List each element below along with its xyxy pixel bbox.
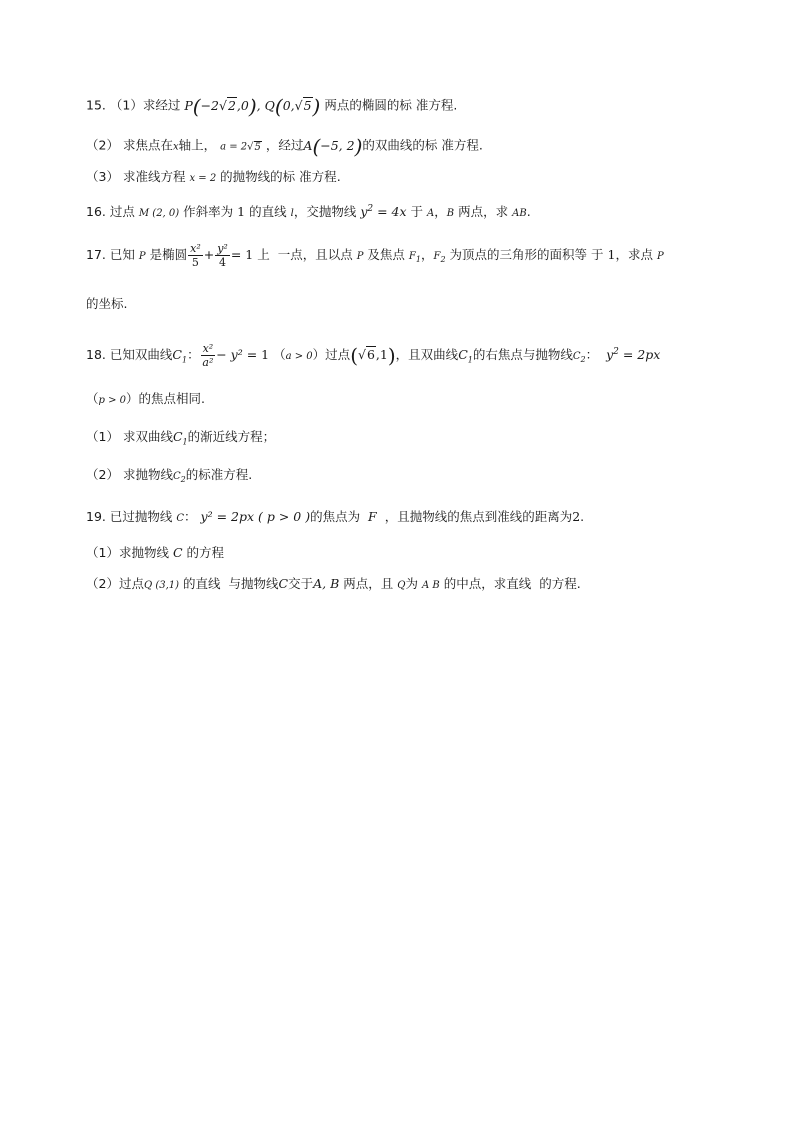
math-point-m: M (2, 0) bbox=[138, 208, 180, 220]
problem-19: 19. 已过抛物线 C： y² = 2px ( p > 0 )的焦点为 F ，且抛物线的焦点到准线的距离为2. bbox=[86, 509, 585, 524]
math-directrix: x = 2 bbox=[189, 173, 217, 184]
text: 的标准方程 bbox=[185, 467, 249, 482]
text: 求抛物线 bbox=[122, 467, 173, 482]
text: 的方程 bbox=[186, 545, 225, 560]
math-ab: AB bbox=[512, 208, 527, 220]
part-label: （2） bbox=[86, 467, 119, 482]
text: 作斜率为 bbox=[183, 204, 234, 220]
text: 的中点，求直线 bbox=[443, 576, 532, 591]
math-p: P bbox=[656, 251, 664, 262]
problem-18-part-1 bbox=[86, 431, 275, 447]
text: 已知双曲线 bbox=[109, 347, 173, 362]
text: ，求点 bbox=[615, 247, 653, 262]
problem-number: 19. bbox=[86, 509, 106, 524]
text: 的抛物线的标 bbox=[220, 169, 296, 184]
math-c1: $C_1$ bbox=[458, 347, 473, 365]
text: 轴上， bbox=[178, 137, 217, 153]
math-l: l bbox=[290, 208, 294, 220]
problem-number: 17. bbox=[86, 247, 106, 262]
text: 两点，求 bbox=[458, 204, 509, 220]
problem-15-part-1 bbox=[86, 96, 457, 116]
text: 及焦点 bbox=[367, 247, 405, 262]
fraction-y2-4: $\frac{\text{y²}}{4}$ bbox=[217, 242, 228, 269]
text: 求抛物线 bbox=[118, 545, 169, 560]
period: . bbox=[336, 169, 341, 184]
text: ，且双曲线 bbox=[395, 347, 459, 362]
fraction-x2-a2: $\frac{\text{x²}}{\text{a²}}$ bbox=[202, 342, 214, 369]
math-point-a: A(−5, 2) bbox=[303, 134, 363, 158]
problem-18-part-2 bbox=[86, 469, 252, 484]
text: 准方程 bbox=[441, 137, 479, 153]
math-f: F bbox=[368, 509, 377, 524]
text: ，经过 bbox=[265, 137, 304, 153]
text: 为顶点的三角形的面积等 bbox=[449, 247, 588, 262]
text: 求焦点在 bbox=[122, 137, 173, 153]
text: 的坐标 bbox=[86, 296, 124, 311]
text: 准方程 bbox=[415, 97, 454, 113]
text: 已过抛物线 bbox=[109, 509, 173, 524]
math-b: B bbox=[446, 208, 455, 220]
problem-19-part-1 bbox=[86, 547, 224, 560]
part-label: （2） bbox=[86, 137, 119, 153]
text: （ bbox=[86, 391, 99, 406]
text: 一点，且以点 bbox=[277, 247, 353, 262]
problem-number: 18. bbox=[86, 347, 106, 362]
text: 的右焦点与抛物线 bbox=[472, 347, 573, 362]
part-label: （1） bbox=[86, 429, 119, 444]
math-p: P bbox=[356, 251, 364, 262]
text: 过点 bbox=[118, 576, 144, 591]
math-parabola: y² = 2px ( p > 0 ) bbox=[200, 509, 311, 524]
math-a-positive: a > 0 bbox=[285, 351, 313, 362]
part-label: （3） bbox=[86, 169, 119, 184]
math-q: Q bbox=[397, 580, 406, 591]
problem-18: 18. 已知双曲线$C_1$： $\frac{\text{x²}}{\text{a²}}$ − y² = 1 （a > 0）过点(√6,1)，且双曲线$C_1$的右焦点与抛物线$C_2$： $y^2 = 2px$ bbox=[86, 342, 661, 369]
math-x: x bbox=[172, 141, 179, 153]
math-ab: A B bbox=[421, 580, 440, 591]
text: ）的焦点相同 bbox=[126, 391, 202, 406]
math-p-positive: p > 0 bbox=[98, 395, 127, 406]
text: 过点 bbox=[109, 204, 135, 220]
problem-17-line-2 bbox=[86, 298, 128, 311]
text: 交于 bbox=[288, 576, 314, 591]
text: 的焦点为 bbox=[310, 509, 361, 524]
math-c: C bbox=[172, 545, 183, 560]
text: ）过点 bbox=[312, 347, 351, 362]
math-points: P(−2√2,0), Q(0,√5) bbox=[184, 94, 321, 118]
text: 的渐近线方程； bbox=[187, 429, 276, 444]
problem-number: 16. bbox=[86, 204, 106, 220]
math-c: C bbox=[278, 576, 289, 591]
slope-value: 1 bbox=[237, 204, 246, 220]
period: . bbox=[201, 391, 206, 406]
math-c1: $C_1$ bbox=[172, 429, 188, 447]
text: ，且抛物线的焦点到准线的距离为 bbox=[384, 509, 573, 524]
problem-16 bbox=[86, 205, 531, 219]
text: 准方程 bbox=[299, 169, 337, 184]
text: 的方程 bbox=[539, 576, 577, 591]
text: 于 bbox=[591, 247, 604, 262]
text: 与抛物线 bbox=[228, 576, 279, 591]
text: 的双曲线的标 bbox=[362, 137, 438, 153]
problem-number: 15. bbox=[86, 97, 106, 113]
period: . bbox=[576, 576, 581, 591]
math-f2: $F_2$ bbox=[433, 251, 446, 264]
text: 的直线 bbox=[249, 204, 287, 220]
math-a: A bbox=[427, 208, 435, 220]
period: . bbox=[453, 97, 458, 113]
math-parabola: $y^2 = 2px$ bbox=[606, 346, 661, 362]
period: . bbox=[478, 137, 483, 153]
math-a: a = 2√5 bbox=[220, 141, 261, 153]
part-label: （2） bbox=[86, 576, 119, 591]
math-c1: $C_1$ bbox=[172, 347, 188, 365]
math-c2: $C_2$ bbox=[172, 471, 186, 484]
period: . bbox=[248, 467, 253, 482]
part-label: （1） bbox=[109, 97, 143, 113]
period: . bbox=[580, 509, 585, 524]
text: 上 bbox=[257, 247, 270, 262]
text: ， bbox=[420, 247, 434, 262]
text: ， bbox=[434, 204, 447, 220]
text: ： bbox=[585, 347, 599, 362]
text: 两点，且 bbox=[343, 576, 394, 591]
math-f1: $F_1$ bbox=[408, 251, 421, 264]
math-point: (√6,1) bbox=[350, 343, 396, 368]
part-label: （1） bbox=[86, 545, 119, 560]
math-c2: $C_2$ bbox=[572, 351, 586, 364]
math-ab: A, B bbox=[313, 576, 340, 591]
text: 求准线方程 bbox=[122, 169, 186, 184]
period: . bbox=[526, 204, 531, 220]
text: 为 bbox=[405, 576, 418, 591]
math-parabola: $y^2 = 4x$ bbox=[360, 204, 407, 220]
math-p: P bbox=[138, 251, 146, 262]
text: 求经过 bbox=[142, 97, 181, 113]
math-point-q: Q (3,1) bbox=[143, 580, 180, 591]
text: 是椭圆 bbox=[149, 247, 188, 262]
text: （ bbox=[273, 347, 286, 362]
text: 两点的椭圆的标 bbox=[324, 97, 412, 113]
distance-value: 2 bbox=[572, 509, 581, 524]
problem-17: 17. 已知 P 是椭圆 $\frac{\text{x²}}{5}$ + $\frac{\text{y²}}{4}$ = 1 上 一点，且以点 P 及焦点 $F_1$，$F_2$ 为顶点的三角形的面积等 于 1，求点 P bbox=[86, 242, 664, 269]
area-value: 1 bbox=[607, 247, 616, 262]
fraction-x2-5: $\frac{\text{x²}}{5}$ bbox=[190, 242, 201, 269]
text: 于 bbox=[410, 204, 424, 220]
text: ，交抛物线 bbox=[293, 204, 357, 220]
problem-15-part-2 bbox=[86, 136, 483, 156]
math-c: C bbox=[176, 513, 185, 524]
period: . bbox=[123, 296, 128, 311]
text: 已知 bbox=[109, 247, 135, 262]
problem-19-part-2 bbox=[86, 578, 581, 591]
text: 求双曲线 bbox=[122, 429, 173, 444]
problem-18-line-2 bbox=[86, 393, 205, 406]
text: 的直线 bbox=[183, 576, 221, 591]
problem-15-part-3 bbox=[86, 171, 341, 184]
